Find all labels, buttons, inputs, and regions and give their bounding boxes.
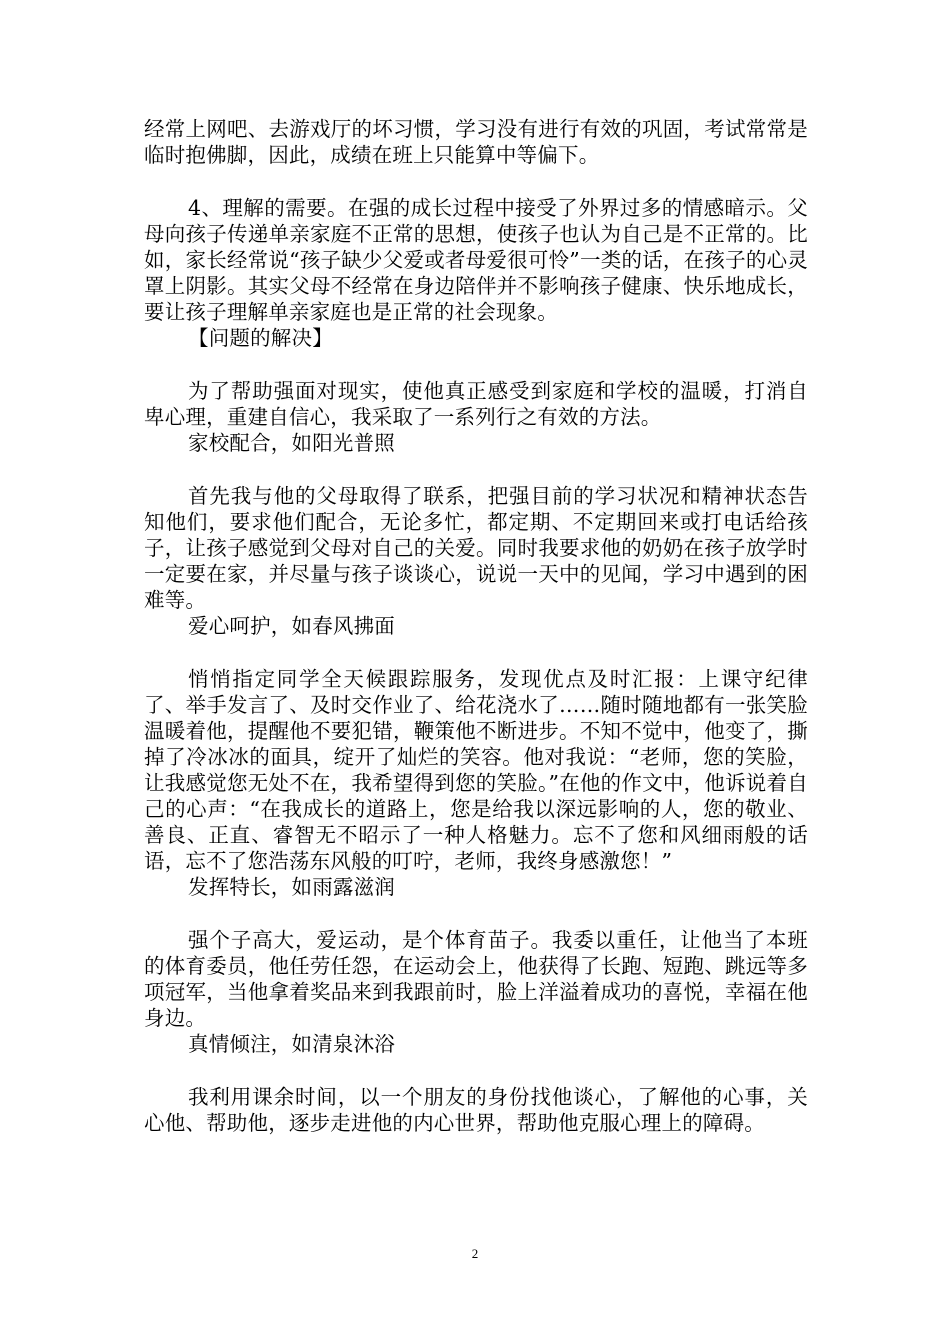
paragraph-understanding-need: 4、理解的需要。在强的成长过程中接受了外界过多的情感暗示。父母向孩子传递单亲家庭不正常的思想，使孩子也认为自己是不正常的。比如，家长经常说“孩子缺少父爱或者母爱很可怜”一类的话，在孩子的心灵罩上阴影。其实父母不经常在身边陪伴并不影响孩子健康、快乐地成长，要让孩子理解单亲家庭也是正常的社会现象。 [144, 196, 808, 324]
subheading-home-school: 家校配合，如阳光普照 [188, 431, 395, 455]
paragraph-home-school: 首先我与他的父母取得了联系，把强目前的学习状况和精神状态告知他们，要求他们配合，无论多忙，都定期、不定期回来或打电话给孩子，让孩子感觉到父母对自己的关爱。同时我要求他的奶奶在孩子放学时一定要在家，并尽量与孩子谈谈心，说说一天中的见闻，学习中遇到的困难等。 [144, 484, 808, 612]
subheading-sincere-care: 真情倾注，如清泉沐浴 [188, 1032, 395, 1056]
document-body [144, 116, 808, 1136]
paragraph-sincere-care: 我利用课余时间，以一个朋友的身份找他谈心，了解他的心事，关心他、帮助他，逐步走进他的内心世界，帮助他克服心理上的障碍。 [144, 1085, 808, 1135]
paragraph-solution-intro: 为了帮助强面对现实，使他真正感受到家庭和学校的温暖，打消自卑心理，重建自信心，我采取了一系列行之有效的方法。 [144, 379, 808, 429]
subheading-strengths: 发挥特长，如雨露滋润 [188, 875, 395, 899]
paragraph-strengths: 强个子高大，爱运动，是个体育苗子。我委以重任，让他当了本班的体育委员，他任劳任怨，在运动会上，他获得了长跑、短跑、跳远等多项冠军，当他拿着奖品来到我跟前时，脸上洋溢着成功的喜悦，幸福在他身边。 [144, 928, 808, 1030]
paragraph-continuation: 经常上网吧、去游戏厅的坏习惯，学习没有进行有效的巩固，考试常常是临时抱佛脚，因此，成绩在班上只能算中等偏下。 [144, 117, 808, 167]
paragraph-loving-care: 悄悄指定同学全天候跟踪服务，发现优点及时汇报：上课守纪律了、举手发言了、及时交作业了、给花浇水了……随时随地都有一张笑脸温暖着他，提醒他不要犯错，鞭策他不断进步。不知不觉中，他变了，撕掉了冷冰冰的面具，绽开了灿烂的笑容。他对我说：“老师，您的笑脸，让我感觉您无处不在，我希望得到您的笑脸。”在他的作文中，他诉说着自己的心声：“在我成长的道路上，您是给我以深远影响的人，您的敬业、善良、正直、睿智无不昭示了一种人格魅力。忘不了您和风细雨般的话语，忘不了您浩荡东风般的叮咛，老师，我终身感激您！” [144, 667, 808, 873]
page-number: 2 [471, 1246, 479, 1261]
subheading-loving-care: 爱心呵护，如春风拂面 [188, 614, 395, 638]
section-heading-solution: 【问题的解决】 [188, 326, 333, 350]
